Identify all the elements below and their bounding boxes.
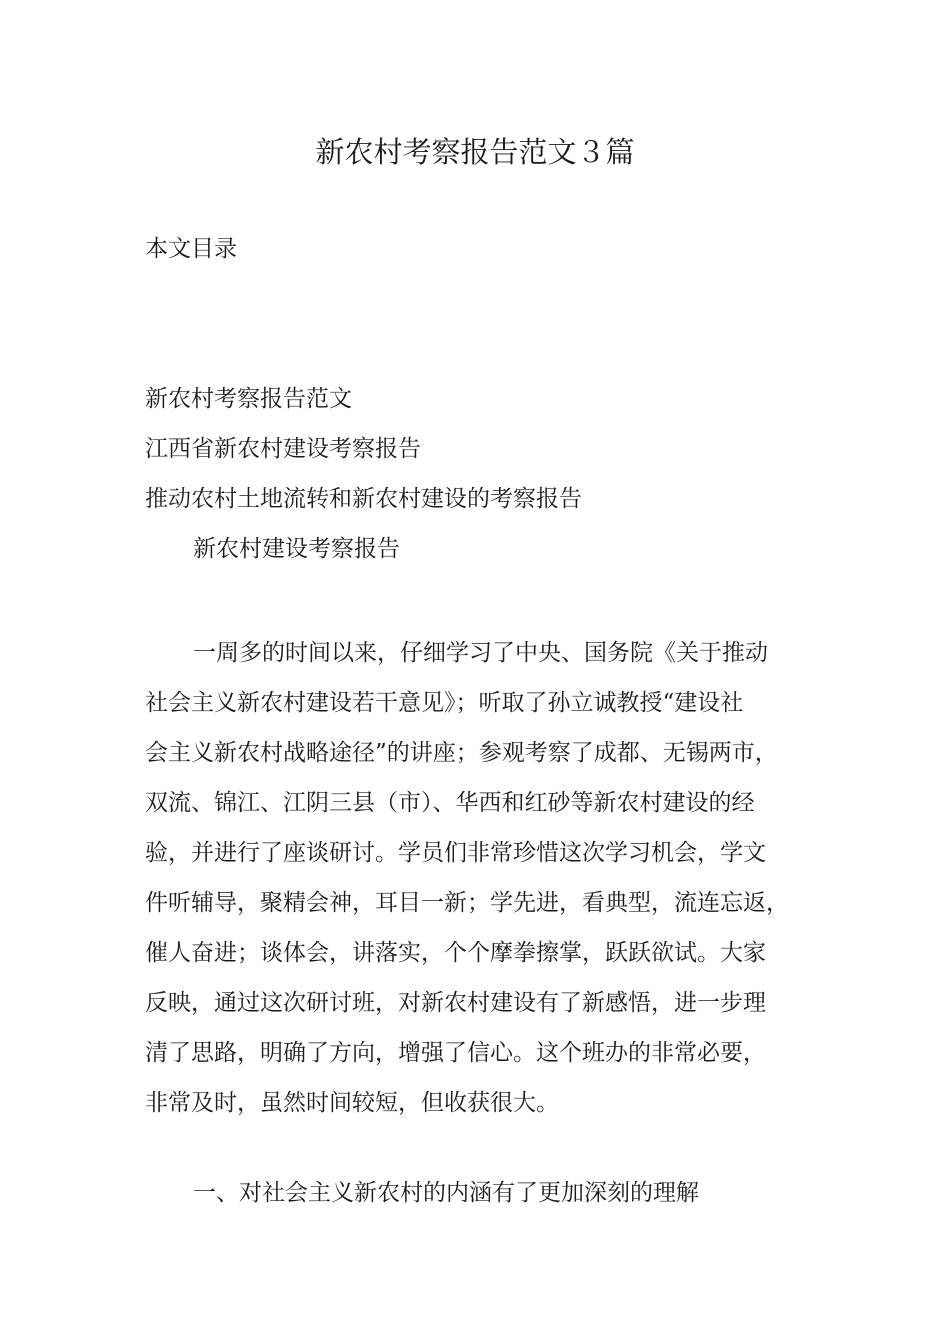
toc-item[interactable]: 推动农村土地流转和新农村建设的考察报告: [145, 486, 582, 512]
toc-item[interactable]: 江西省新农村建设考察报告: [145, 436, 421, 462]
toc-item[interactable]: 新农村考察报告范文: [145, 386, 352, 412]
paragraph-line: 一周多的时间以来，仔细学习了中央、国务院《关于推动: [193, 640, 768, 666]
paragraph-line: 社会主义新农村建设若干意见》；听取了孙立诚教授“建设社: [145, 690, 744, 716]
paragraph-line: 反映，通过这次研讨班，对新农村建设有了新感悟，进一步理: [145, 990, 766, 1016]
paragraph-line: 会主义新农村战略途径”的讲座；参观考察了成都、无锡两市，: [145, 740, 778, 766]
toc-heading: 本文目录: [145, 236, 237, 262]
section-title: 新农村建设考察报告: [193, 536, 400, 562]
paragraph-line: 非常及时，虽然时间较短，但收获很大。: [145, 1090, 559, 1116]
paragraph-line: 催人奋进；谈体会，讲落实，个个摩拳擦掌，跃跃欲试。大家: [145, 940, 766, 966]
subheading: 一、对社会主义新农村的内涵有了更加深刻的理解: [193, 1180, 699, 1206]
paragraph-line: 清了思路，明确了方向，增强了信心。这个班办的非常必要，: [145, 1040, 766, 1066]
table-of-contents: [145, 382, 582, 532]
paragraph-line: 验，并进行了座谈研讨。学员们非常珍惜这次学习机会，学文: [145, 840, 766, 866]
paragraph-line: 件听辅导，聚精会神，耳目一新；学先进，看典型，流连忘返，: [145, 890, 789, 916]
document-title: 新农村考察报告范文３篇: [315, 135, 635, 169]
paragraph-line: 双流、锦江、江阴三县（市）、华西和红砂等新农村建设的经: [145, 790, 755, 816]
intro-paragraph: [145, 628, 810, 1128]
